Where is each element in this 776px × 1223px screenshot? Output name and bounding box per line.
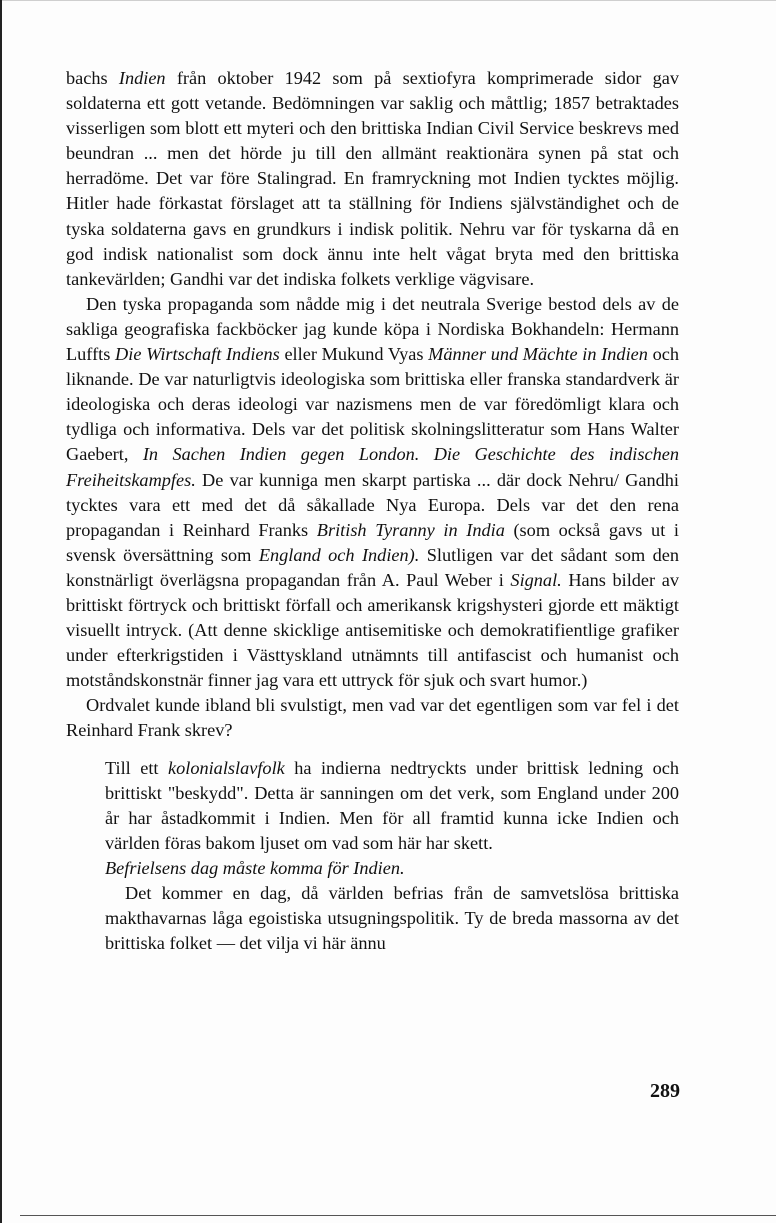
book-title-england: England och Indien). bbox=[258, 544, 420, 565]
paragraph-2: Den tyska propaganda som nådde mig i det neutrala Sverige bestod dels av de sakliga geografiska fackböcker jag kunde köpa i Nordiska Bokhandeln: Hermann Luffts Die Wirtschaft Indiens eller Mukund Vyas Männer und Mächte in Indien och liknande. De var naturligtvis ideologiska som brittiska eller franska standardverk är ideologiska och deras ideologi var nazismens men de var föredömligt klara och tydliga och informativa. Dels var det politisk skolningslitteratur som Hans Walter Gaebert, In Sachen Indien gegen London. Die Geschichte des indischen Freiheitskampfes. De var kunniga men skarpt partiska ... där dock Nehru/ Gandhi tycktes vara ett med det då såkallade Nya Europa. Dels var det den rena propagandan i Reinhard Franks British Tyranny in India (som också gavs ut i svensk översättning som England och Indien). Slutligen var det sådant som den konstnärligt överlägsna propagandan från A. Paul Weber i Signal. Hans bilder av brittiskt förtryck och brittiskt förfall och amerikansk krigshysteri gjorde ett mäktigt visuellt intryck. (Att denne skicklige antisemitiske och demokratifientlige grafiker under efterkrigstiden i Västtyskland utnämnts till antifascist och humanist och motståndskonstnär finner jag vara ett uttryck för sjuk och svart humor.) bbox=[66, 293, 679, 691]
book-title-maenner: Männer und Mächte in Indien bbox=[428, 344, 648, 365]
page-bottom-edge bbox=[20, 1215, 776, 1216]
page-top-edge bbox=[0, 0, 776, 1]
book-title-indien: Indien bbox=[118, 68, 166, 88]
quote-paragraph-1: Till ett kolonialslavfolk ha indierna nedtryckts under brittisk ledning och brittiskt "beskydd". Detta är sanningen om det verk, som England under 200 år har åstadkommit i Indien. Men för all framtid kunna icke Indien och världen föras bakom ljuset om vad som här har skett. bbox=[105, 757, 679, 853]
book-title-sachen: In Sachen Indien gegen London. Die Geschichte des indischen Freiheitskampfes. bbox=[66, 444, 679, 490]
page-number: 289 bbox=[650, 1080, 680, 1102]
paragraph-3: Ordvalet kunde ibland bli svulstigt, men vad var det egentligen som var fel i det Reinhard Frank skrev? bbox=[66, 695, 679, 741]
body-text bbox=[66, 66, 679, 956]
book-title-british-tyranny: British Tyranny in India bbox=[316, 519, 505, 540]
quote-heading: Befrielsens dag måste komma för Indien. bbox=[105, 857, 405, 878]
page-left-edge bbox=[0, 0, 2, 1223]
quote-paragraph-2: Det kommer en dag, då världen befrias från de samvetslösa brittiska makthavarnas låga egoistiska utsugningspolitik. Ty de breda massorna av det brittiska folket — det vilja vi här ännu bbox=[105, 883, 679, 954]
book-title-wirtschaft: Die Wirtschaft Indiens bbox=[115, 344, 280, 365]
paragraph-1: bachs Indien från oktober 1942 som på sextiofyra komprimerade sidor gav soldaterna ett gott vetande. Bedömningen var saklig och måttlig; 1857 betraktades visserligen som blott ett myteri och den brittiska Indian Civil Service beskrevs med beundran ... men det hörde ju till den allmänt reaktionära synen på stat och herradöme. Det var före Stalingrad. En framryckning mot Indien tycktes möjlig. Hitler hade förkastat förslaget att ta ställning för Indiens självständighet och de tyska soldaterna gavs en grundkurs i indisk politik. Nehru var för tyskarna då en god indisk nationalist som dock ännu inte helt vågat bryta med den brittiska tankevärlden; Gandhi var det indiska folkets verklige vägvisare. bbox=[66, 68, 679, 289]
block-quote bbox=[105, 756, 679, 957]
emphasis-kolonialslavfolk: kolonialslavfolk bbox=[167, 757, 285, 778]
magazine-title-signal: Signal. bbox=[510, 569, 562, 590]
